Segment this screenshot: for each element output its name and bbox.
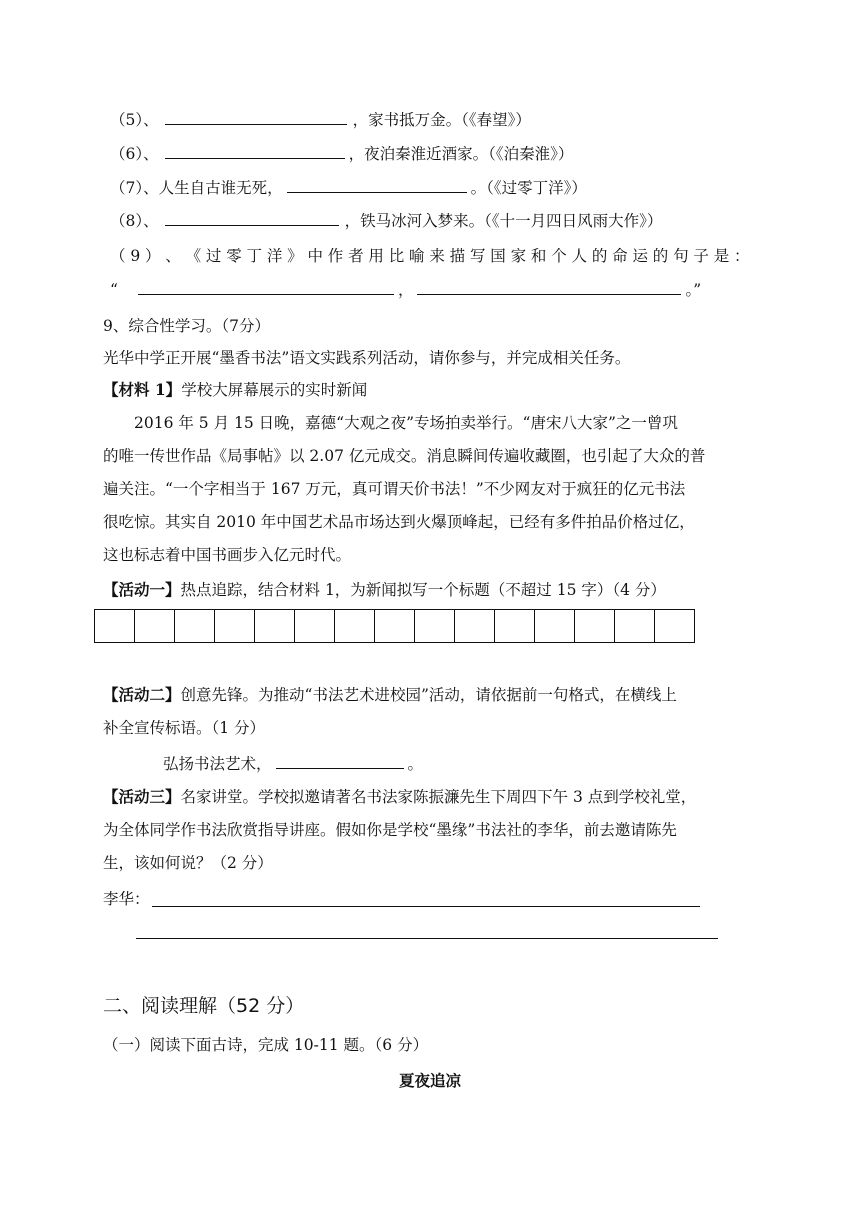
title-answer-grid — [94, 609, 695, 643]
fill-item-7 — [110, 178, 587, 198]
question-char: 句 — [673, 247, 689, 265]
grid-cell[interactable] — [415, 609, 455, 643]
question-char: 》 — [287, 247, 303, 265]
grid-cell[interactable] — [175, 609, 215, 643]
item-label: （7）、人生自古谁无死， — [110, 179, 283, 197]
question-char: 写 — [469, 247, 486, 265]
fill-item-9-answers — [110, 280, 701, 300]
slogan — [163, 754, 423, 774]
question-char: （ — [110, 247, 126, 265]
question-char: 和 — [530, 247, 547, 265]
grid-cell[interactable] — [255, 609, 295, 643]
grid-cell[interactable] — [575, 609, 615, 643]
item-label: （8）、 — [110, 212, 159, 230]
answer-blank[interactable] — [165, 110, 347, 125]
activity-text: 热点追踪，结合材料 1，为新闻拟写一个标题（不超过 15 字）（4 分） — [180, 581, 666, 599]
grid-cell[interactable] — [95, 609, 135, 643]
question-char: 是 — [713, 247, 730, 265]
question-char: 家 — [510, 247, 527, 265]
fill-item-9-question — [110, 246, 750, 266]
answer-blank[interactable] — [165, 211, 339, 226]
question-char: 、 — [165, 247, 181, 265]
answer-blank[interactable] — [165, 144, 345, 159]
question-char: 丁 — [246, 247, 263, 265]
activity-text: 创意先锋。为推动“书法艺术进校园”活动，请依据前一句格式，在横线上 — [180, 686, 677, 704]
question-char: 洋 — [266, 247, 283, 265]
question-char: 运 — [632, 247, 648, 265]
material-1 — [103, 380, 367, 400]
material-title: 学校大屏幕展示的实时新闻 — [181, 381, 368, 399]
question-char: ： — [734, 247, 750, 265]
answer-line[interactable] — [152, 906, 700, 907]
subsection-heading: （一）阅读下面古诗，完成 10-11 题。（6 分） — [103, 1036, 429, 1054]
answer-blank[interactable] — [138, 280, 394, 295]
news-paragraph-line: 2016 年 5 月 15 日晚，嘉德“大观之夜”专场拍卖举行。“唐宋八大家”之一曾巩 — [134, 414, 678, 432]
fill-item-8 — [110, 211, 662, 231]
grid-cell[interactable] — [295, 609, 335, 643]
news-paragraph-line: 遍关注。“一个字相当于 167 万元，真可谓天价书法！”不少网友对于疯狂的亿元书法 — [103, 480, 686, 498]
question-char: 《 — [185, 247, 202, 265]
answer-line[interactable] — [136, 938, 718, 939]
activity-2 — [103, 685, 677, 705]
activity-2-cont: 补全宣传标语。（1 分） — [103, 719, 266, 737]
activity-3-cont: 生，该如何说？（2 分） — [103, 854, 273, 872]
grid-cell[interactable] — [135, 609, 175, 643]
grid-cell[interactable] — [455, 609, 495, 643]
grid-cell[interactable] — [655, 609, 695, 643]
question-char: 用 — [368, 247, 384, 265]
grid-cell[interactable] — [495, 609, 535, 643]
comma: ， — [397, 281, 414, 299]
answer-blank[interactable] — [276, 754, 404, 769]
question-char: 作 — [327, 247, 344, 265]
grid-cell[interactable] — [375, 609, 415, 643]
section-heading: 二、阅读理解（52 分） — [103, 995, 305, 1017]
activity-1 — [103, 580, 666, 600]
activity-label: 【活动二】 — [103, 685, 181, 704]
item-text: ，夜泊秦淮近酒家。（《泊秦淮》） — [348, 145, 574, 163]
item-label: （5）、 — [110, 111, 159, 129]
grid-cell[interactable] — [615, 609, 655, 643]
question-char: 的 — [591, 247, 608, 265]
news-paragraph-line: 很吃惊。其实自 2010 年中国艺术品市场达到火爆顶峰起，已经有多件拍品价格过亿， — [103, 513, 695, 531]
question-char: 过 — [205, 247, 222, 265]
activity-text: 名家讲堂。学校拟邀请著名书法家陈振濂先生下周四下午 3 点到学校礼堂， — [180, 788, 697, 806]
grid-cell[interactable] — [535, 609, 575, 643]
item-text: ，家书抵万金。（《春望》） — [352, 111, 531, 129]
news-paragraph-line: 这也标志着中国书画步入亿元时代。 — [103, 546, 352, 564]
open-quote: “ — [110, 281, 118, 299]
activity-label: 【活动一】 — [103, 580, 181, 599]
item-label: （6）、 — [110, 145, 159, 163]
item-text: ，铁马冰河入梦来。（《十一月四日风雨大作》） — [344, 212, 663, 230]
question-char: 比 — [388, 247, 405, 265]
question-char: 个 — [551, 247, 567, 265]
question-char: 者 — [348, 247, 364, 265]
slogan-text: 弘扬书法艺术， — [163, 755, 272, 773]
grid-cell[interactable] — [335, 609, 375, 643]
question-char: 人 — [571, 247, 588, 265]
question-char: 9 — [130, 247, 141, 265]
answer-blank[interactable] — [417, 280, 681, 295]
close-quote: 。” — [685, 281, 702, 299]
question-char: ） — [144, 247, 161, 265]
news-paragraph-line: 的唯一传世作品《局事帖》以 2.07 亿元成交。消息瞬间传遍收藏圈，也引起了大众的普 — [103, 447, 706, 465]
question-char: 子 — [693, 247, 709, 265]
answer-label: 李华： — [103, 890, 150, 908]
fill-item-5 — [110, 110, 531, 130]
fill-item-6 — [110, 144, 573, 164]
material-label: 【材料 1】 — [103, 380, 182, 399]
slogan-end: 。 — [407, 755, 424, 773]
question-char: 描 — [449, 247, 466, 265]
poem-title: 夏夜追凉 — [398, 1071, 461, 1090]
question-char: 国 — [490, 247, 506, 265]
question-char: 喻 — [409, 247, 425, 265]
question-char: 命 — [612, 247, 628, 265]
activity-3 — [103, 787, 696, 807]
question-9-title: 9、综合性学习。（7分） — [103, 317, 270, 335]
grid-cell[interactable] — [215, 609, 255, 643]
question-9-intro: 光华中学正开展“墨香书法”语文实践系列活动，请你参与，并完成相关任务。 — [103, 349, 631, 367]
answer-blank[interactable] — [287, 178, 467, 193]
question-char: 来 — [429, 247, 445, 265]
question-char: 零 — [226, 247, 242, 265]
activity-3-cont: 为全体同学作书法欣赏指导讲座。假如你是学校“墨缘”书法社的李华，前去邀请陈先 — [103, 821, 677, 839]
question-char: 的 — [652, 247, 669, 265]
question-char: 中 — [307, 247, 323, 265]
item-text: 。（《过零丁洋》） — [470, 179, 587, 197]
activity-label: 【活动三】 — [103, 787, 181, 806]
